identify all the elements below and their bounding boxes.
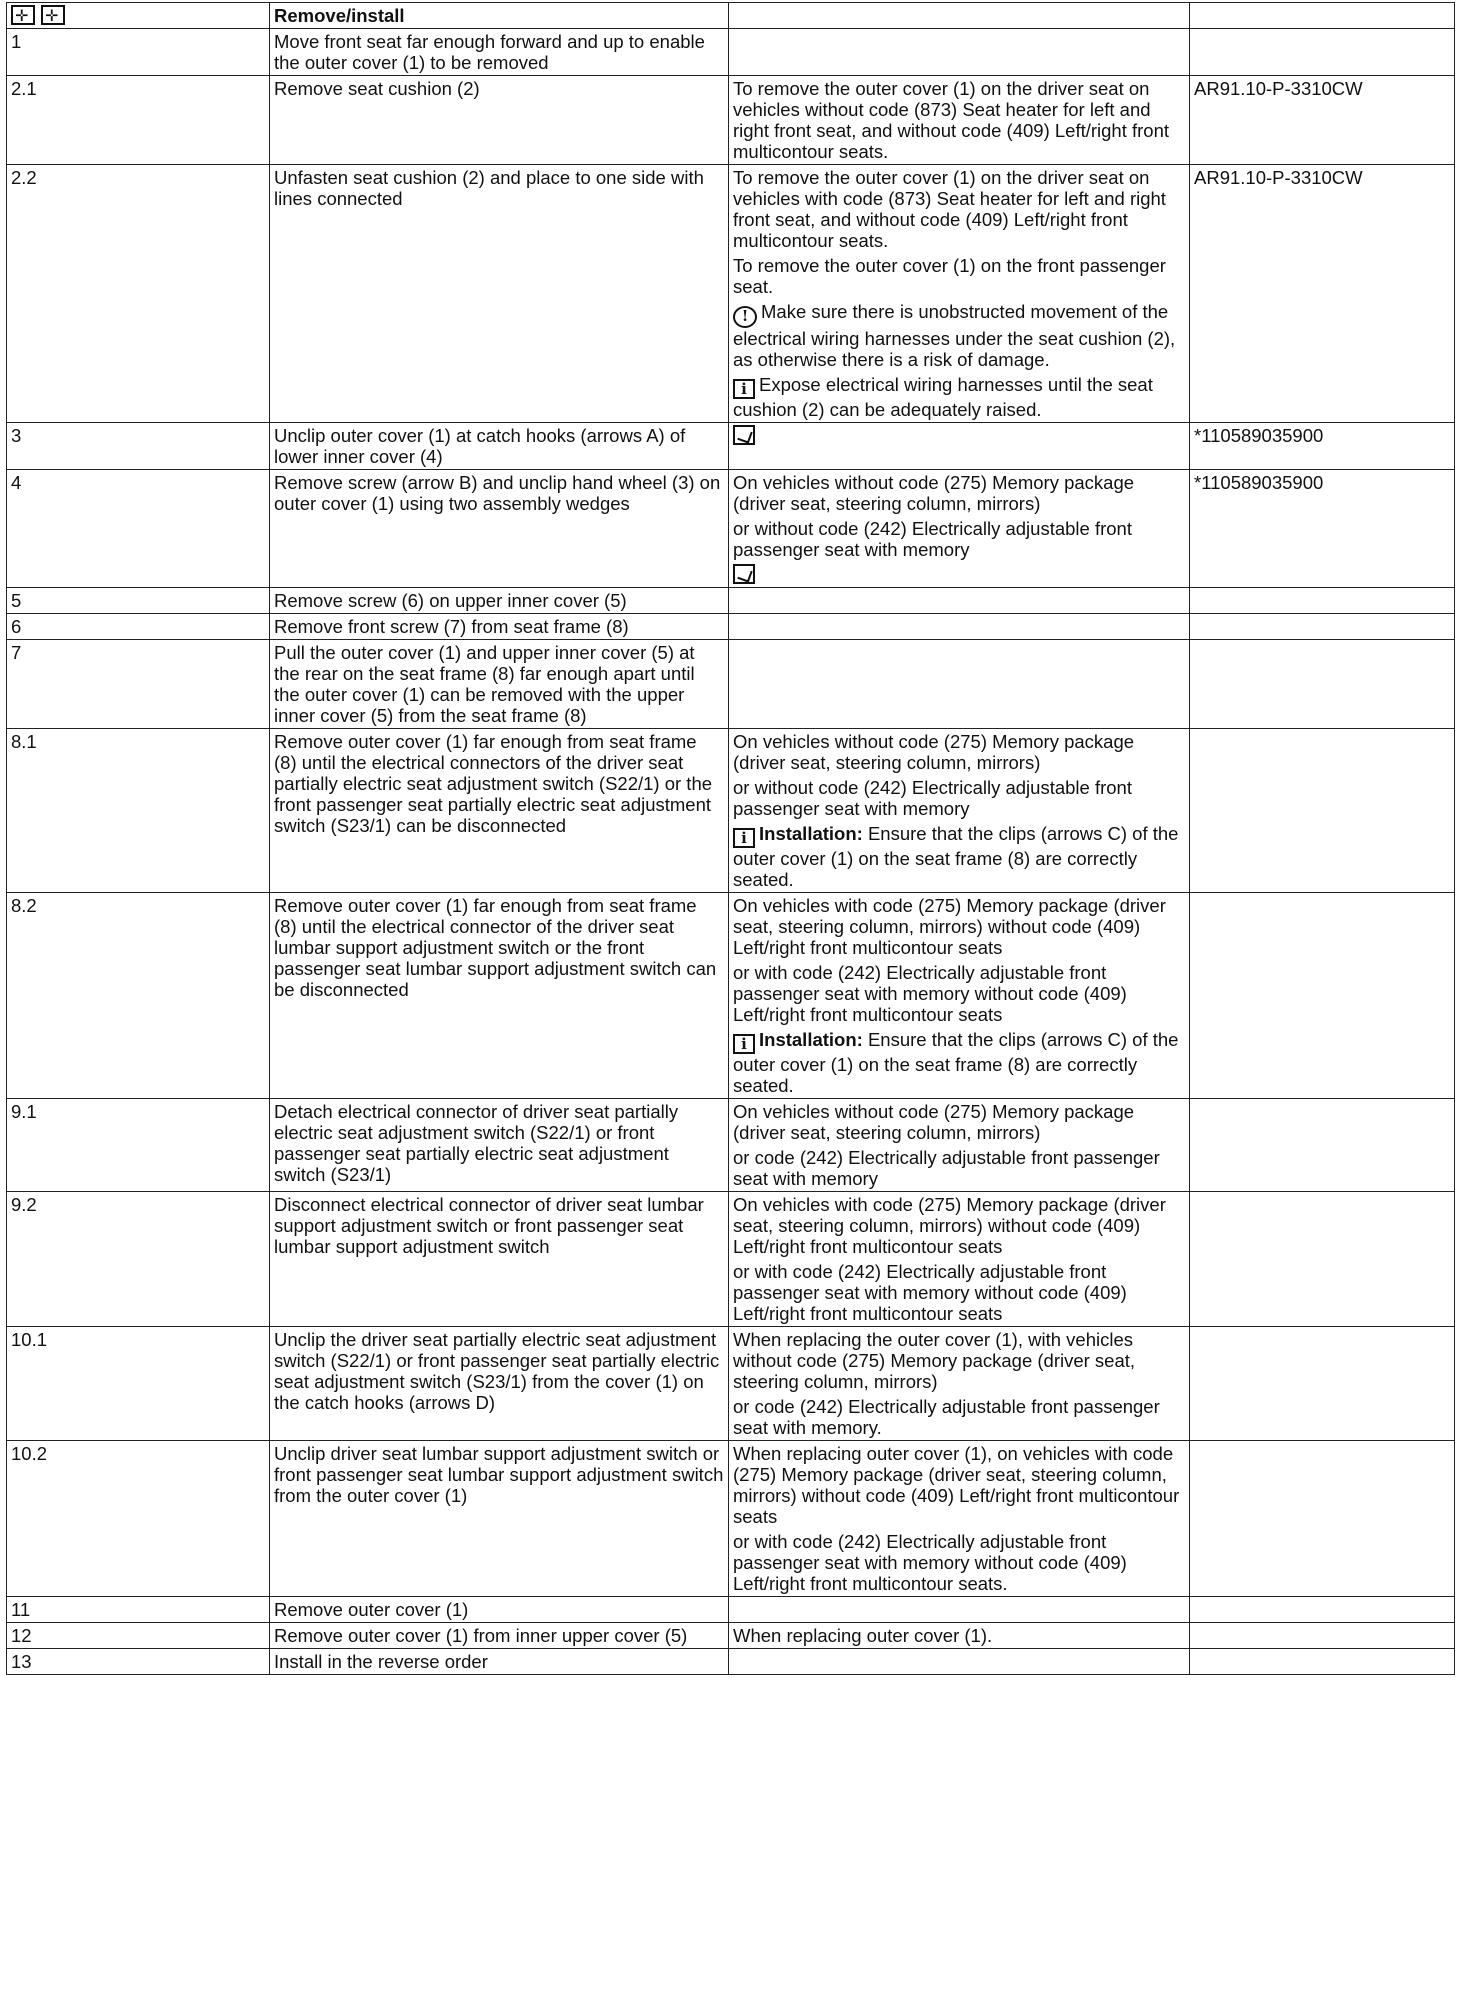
- caution-icon: !: [733, 306, 757, 328]
- step-action: Remove screw (6) on upper inner cover (5): [270, 588, 729, 614]
- table-row: [7, 29, 1455, 76]
- table-row: [7, 1327, 1455, 1441]
- table-row: [7, 1192, 1455, 1327]
- step-number: 2.2: [7, 165, 270, 423]
- step-action: Move front seat far enough forward and up to enable the outer cover (1) to be removed: [270, 29, 729, 76]
- step-action: Detach electrical connector of driver seat partially electric seat adjustment switch (S22/1) or front passenger seat partially electric seat adjustment switch (S23/1): [270, 1099, 729, 1192]
- step-action: Unclip the driver seat partially electric seat adjustment switch (S22/1) or front passenger seat partially electric seat adjustment switch (S23/1) from the cover (1) on the catch hooks (arrows D): [270, 1327, 729, 1441]
- note-paragraph: [733, 731, 1185, 773]
- header-empty: [729, 3, 1190, 29]
- collapse-icon[interactable]: [41, 5, 65, 25]
- step-notes: [729, 614, 1190, 640]
- header-row: [7, 3, 1455, 29]
- table-row: [7, 1623, 1455, 1649]
- reference-code: [1190, 29, 1455, 76]
- step-number: 8.2: [7, 893, 270, 1099]
- step-notes: [729, 1192, 1190, 1327]
- step-notes: [729, 893, 1190, 1099]
- reference-code: [1190, 1649, 1455, 1675]
- step-number: 5: [7, 588, 270, 614]
- step-action: Disconnect electrical connector of driver seat lumbar support adjustment switch or front passenger seat lumbar support adjustment switch: [270, 1192, 729, 1327]
- table-row: [7, 1441, 1455, 1597]
- tool-icon: [733, 564, 755, 584]
- step-notes: [729, 1441, 1190, 1597]
- note-paragraph: [733, 301, 1185, 370]
- table-row: [7, 423, 1455, 470]
- step-action: Remove front screw (7) from seat frame (8): [270, 614, 729, 640]
- note-paragraph: [733, 564, 1185, 585]
- note-paragraph: [733, 1396, 1185, 1438]
- reference-code: [1190, 729, 1455, 893]
- info-icon: i: [733, 1034, 755, 1054]
- step-action: Install in the reverse order: [270, 1649, 729, 1675]
- note-text: Expose electrical wiring harnesses until the seat cushion (2) can be adequately raised.: [733, 374, 1153, 420]
- note-paragraph: [733, 425, 1185, 446]
- header-title: Remove/install: [270, 3, 729, 29]
- step-number: 4: [7, 470, 270, 588]
- note-paragraph: [733, 962, 1185, 1025]
- note-paragraph: [733, 1329, 1185, 1392]
- step-action: Remove seat cushion (2): [270, 76, 729, 165]
- reference-code: [1190, 1441, 1455, 1597]
- note-paragraph: [733, 777, 1185, 819]
- step-action: Unfasten seat cushion (2) and place to one side with lines connected: [270, 165, 729, 423]
- note-paragraph: [733, 1261, 1185, 1324]
- note-text: To remove the outer cover (1) on the driver seat on vehicles without code (873) Seat heater for left and right front seat, and without code (409) Left/right front multicontour seats.: [733, 78, 1170, 162]
- reference-code: [1190, 1099, 1455, 1192]
- step-number: 1: [7, 29, 270, 76]
- note-text: or code (242) Electrically adjustable front passenger seat with memory: [733, 1147, 1160, 1189]
- step-notes: [729, 640, 1190, 729]
- note-paragraph: [733, 1443, 1185, 1527]
- note-text: On vehicles with code (275) Memory package (driver seat, steering column, mirrors) without code (409) Left/right front multicontour seats: [733, 1194, 1166, 1257]
- step-action: Remove outer cover (1) far enough from seat frame (8) until the electrical connector of the driver seat lumbar support adjustment switch or the front passenger seat lumbar support adjustment switch can be disconnected: [270, 893, 729, 1099]
- note-text: When replacing outer cover (1).: [733, 1625, 993, 1646]
- step-notes: [729, 470, 1190, 588]
- step-number: 9.2: [7, 1192, 270, 1327]
- step-notes: [729, 588, 1190, 614]
- step-action: Pull the outer cover (1) and upper inner cover (5) at the rear on the seat frame (8) far enough apart until the outer cover (1) can be removed with the upper inner cover (5) from the seat frame (8): [270, 640, 729, 729]
- table-row: [7, 640, 1455, 729]
- note-text: Make sure there is unobstructed movement of the electrical wiring harnesses under the seat cushion (2), as otherwise there is a risk of damage.: [733, 301, 1176, 370]
- note-text: or with code (242) Electrically adjustable front passenger seat with memory without code (409) Left/right front multicontour seats: [733, 962, 1127, 1025]
- note-text: or with code (242) Electrically adjustable front passenger seat with memory without code (409) Left/right front multicontour seats.: [733, 1531, 1127, 1594]
- reference-code: *110589035900: [1190, 470, 1455, 588]
- step-action: Unclip outer cover (1) at catch hooks (arrows A) of lower inner cover (4): [270, 423, 729, 470]
- reference-code: AR91.10-P-3310CW: [1190, 165, 1455, 423]
- table-row: [7, 76, 1455, 165]
- note-bold: Installation:: [759, 1029, 863, 1050]
- note-text: On vehicles with code (275) Memory package (driver seat, steering column, mirrors) without code (409) Left/right front multicontour seats: [733, 895, 1166, 958]
- table-row: [7, 1099, 1455, 1192]
- step-notes: [729, 29, 1190, 76]
- note-paragraph: [733, 374, 1185, 420]
- note-text: or without code (242) Electrically adjustable front passenger seat with memory: [733, 777, 1132, 819]
- note-text: or with code (242) Electrically adjustable front passenger seat with memory without code (409) Left/right front multicontour seats: [733, 1261, 1127, 1324]
- note-text: Ensure that the clips (arrows C) of the outer cover (1) on the seat frame (8) are correctly seated.: [733, 823, 1179, 890]
- table-row: [7, 588, 1455, 614]
- step-action: Remove screw (arrow B) and unclip hand wheel (3) on outer cover (1) using two assembly wedges: [270, 470, 729, 588]
- note-paragraph: [733, 1194, 1185, 1257]
- step-number: 13: [7, 1649, 270, 1675]
- step-number: 6: [7, 614, 270, 640]
- note-text: On vehicles without code (275) Memory package (driver seat, steering column, mirrors): [733, 472, 1135, 514]
- note-text: On vehicles without code (275) Memory package (driver seat, steering column, mirrors): [733, 1101, 1135, 1143]
- step-action: Remove outer cover (1) from inner upper cover (5): [270, 1623, 729, 1649]
- step-number: 8.1: [7, 729, 270, 893]
- reference-code: [1190, 1623, 1455, 1649]
- step-notes: [729, 423, 1190, 470]
- table-row: [7, 1597, 1455, 1623]
- step-notes: [729, 1649, 1190, 1675]
- step-number: 12: [7, 1623, 270, 1649]
- note-paragraph: [733, 1101, 1185, 1143]
- note-paragraph: [733, 895, 1185, 958]
- note-paragraph: [733, 255, 1185, 297]
- reference-code: [1190, 640, 1455, 729]
- note-paragraph: [733, 518, 1185, 560]
- table-row: [7, 165, 1455, 423]
- step-notes: [729, 1099, 1190, 1192]
- reference-code: [1190, 1327, 1455, 1441]
- table-row: [7, 729, 1455, 893]
- reference-code: [1190, 614, 1455, 640]
- note-paragraph: [733, 1625, 1185, 1646]
- reference-code: *110589035900: [1190, 423, 1455, 470]
- note-text: Ensure that the clips (arrows C) of the outer cover (1) on the seat frame (8) are correctly seated.: [733, 1029, 1179, 1096]
- note-text: To remove the outer cover (1) on the driver seat on vehicles with code (873) Seat heater for left and right front seat, and without code (409) Left/right front multicontour seats.: [733, 167, 1166, 251]
- step-number: 11: [7, 1597, 270, 1623]
- note-text: When replacing the outer cover (1), with vehicles without code (275) Memory package (driver seat, steering column, mirrors): [733, 1329, 1136, 1392]
- reference-code: [1190, 893, 1455, 1099]
- info-icon: i: [733, 379, 755, 399]
- note-bold: Installation:: [759, 823, 863, 844]
- header-empty: [1190, 3, 1455, 29]
- note-paragraph: [733, 78, 1185, 162]
- table-row: [7, 470, 1455, 588]
- reference-code: AR91.10-P-3310CW: [1190, 76, 1455, 165]
- note-text: or code (242) Electrically adjustable front passenger seat with memory.: [733, 1396, 1160, 1438]
- step-number: 7: [7, 640, 270, 729]
- reference-code: [1190, 1597, 1455, 1623]
- expand-icon[interactable]: [11, 5, 35, 25]
- reference-code: [1190, 588, 1455, 614]
- procedure-table: [6, 2, 1455, 1675]
- note-text: When replacing outer cover (1), on vehicles with code (275) Memory package (driver seat, steering column, mirrors) without code (409) Left/right front multicontour seats: [733, 1443, 1180, 1527]
- table-row: [7, 614, 1455, 640]
- note-text: or without code (242) Electrically adjustable front passenger seat with memory: [733, 518, 1132, 560]
- table-row: [7, 1649, 1455, 1675]
- info-icon: i: [733, 828, 755, 848]
- header-icons-cell: [7, 3, 270, 29]
- note-paragraph: [733, 1147, 1185, 1189]
- step-number: 2.1: [7, 76, 270, 165]
- step-notes: [729, 1327, 1190, 1441]
- step-action: Remove outer cover (1): [270, 1597, 729, 1623]
- note-text: To remove the outer cover (1) on the front passenger seat.: [733, 255, 1166, 297]
- step-notes: [729, 76, 1190, 165]
- note-paragraph: [733, 823, 1185, 890]
- step-number: 10.2: [7, 1441, 270, 1597]
- step-action: Unclip driver seat lumbar support adjustment switch or front passenger seat lumbar support adjustment switch from the outer cover (1): [270, 1441, 729, 1597]
- tool-icon: [733, 425, 755, 445]
- step-notes: [729, 165, 1190, 423]
- step-notes: [729, 1623, 1190, 1649]
- note-paragraph: [733, 472, 1185, 514]
- step-number: 3: [7, 423, 270, 470]
- step-action: Remove outer cover (1) far enough from seat frame (8) until the electrical connectors of the driver seat partially electric seat adjustment switch (S22/1) or the front passenger seat partially electric seat adjustment switch (S23/1) can be disconnected: [270, 729, 729, 893]
- step-notes: [729, 1597, 1190, 1623]
- step-notes: [729, 729, 1190, 893]
- reference-code: [1190, 1192, 1455, 1327]
- step-number: 9.1: [7, 1099, 270, 1192]
- note-paragraph: [733, 1029, 1185, 1096]
- note-text: On vehicles without code (275) Memory package (driver seat, steering column, mirrors): [733, 731, 1135, 773]
- note-paragraph: [733, 1531, 1185, 1594]
- step-number: 10.1: [7, 1327, 270, 1441]
- note-paragraph: [733, 167, 1185, 251]
- table-row: [7, 893, 1455, 1099]
